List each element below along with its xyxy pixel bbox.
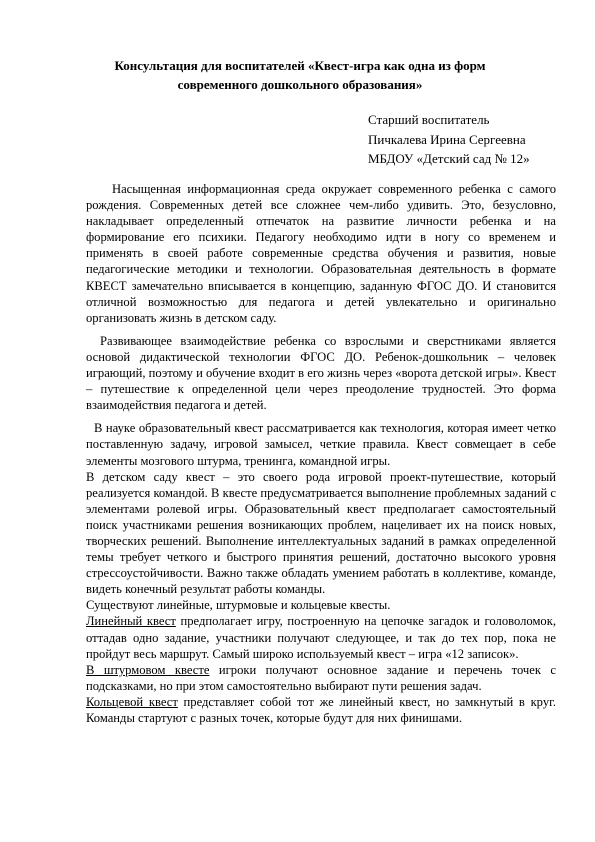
paragraph-linear-quest (86, 613, 556, 661)
paragraph-science: В науке образовательный квест рассматривается как технология, которая имеет четко поставленную задачу, игровой замысел, четкие правила. Квест совмещает в себе элементы мозгового штурма, тренинга, командной игры. (86, 421, 556, 468)
paragraph-ring-quest (86, 694, 556, 726)
paragraph-intro: Насыщенная информационная среда окружает современного ребенка с самого рождения. Современных детей все сложнее чем-либо удивить. Это, безусловно, накладывает определенный отпечаток на развитие личности ребенка и на формирование его психики. Педагогу необходимо идти в ногу со временем и применять в своей работе современные средства обучения и развития, новые педагогические методики и технологии. Образовательная деятельность в формате КВЕСТ замечательно вписывается в концепцию, заданную ФГОС ДО. И становится отличной возможностью для педагога и детей увлекательно и оригинально организовать жизнь в детском саду. (86, 182, 556, 325)
author-block (368, 110, 583, 169)
term-ring-quest: Кольцевой квест (86, 694, 178, 709)
title-line-2: современного дошкольного образования» (177, 77, 423, 92)
document-title (60, 56, 540, 94)
ring-quest-text: представляет собой тот же линейный квест, но замкнутый в круг. Команды стартуют с разных точек, которые будут для них финишами. (86, 694, 557, 725)
paragraph-storm-quest (86, 662, 556, 694)
linear-quest-text: предполагает игру, построенную на цепочке загадок и головоломок, оттадав одно задание, участники получают следующее, и так до тех пор, пока не пройдут весь маршрут. Самый широко используемый квест – игра «12 записок». (86, 614, 556, 661)
paragraph-quest-types: Существуют линейные, штурмовые и кольцевые квесты. (86, 598, 391, 613)
author-name: Пичкалева Ирина Сергеевна (368, 131, 526, 147)
document-body (86, 181, 556, 726)
term-linear-quest: Линейный квест (86, 614, 176, 629)
author-organization: МБДОУ «Детский сад № 12» (368, 151, 530, 166)
paragraph-interaction: Развивающее взаимодействие ребенка со взрослыми и сверстниками является основой дидактической технологии ФГОС ДО. Ребенок-дошкольник – человек играющий, поэтому и обучение входит в его жизнь через «ворота детской игры». Квест – путешествие к определенной цели через преодоление трудностей. Это форма взаимодействия педагога и детей. (86, 333, 556, 413)
paragraph-kindergarten-quest: В детском саду квест – это своего рода игровой проект-путешествие, который реализуется командой. В квесте предусматривается выполнение проблемных заданий с элементами ролевой игры. Образовательный квест предполагает самостоятельный поиск участниками решения возникающих проблем, нацеливает их на поиск новых, творческих решений. Выполнение интеллектуальных заданий в рамках определенной темы требует четкого и быстрого принятия решений, достаточно высокого уровня стрессоустойчивости. Важно также обладать умением работать в коллективе, команде, видеть конечный результат работы команды. (86, 469, 556, 597)
title-line-1: Консультация для воспитателей «Квест-игра как одна из форм (114, 58, 486, 73)
term-storm-quest: В штурмовом квесте (86, 662, 210, 677)
author-position: Старший воспитатель (368, 112, 490, 127)
storm-quest-text: игроки получают основное задание и перечень точек с подсказками, но при этом самостоятельно выбирают пути решения задач. (86, 662, 557, 693)
